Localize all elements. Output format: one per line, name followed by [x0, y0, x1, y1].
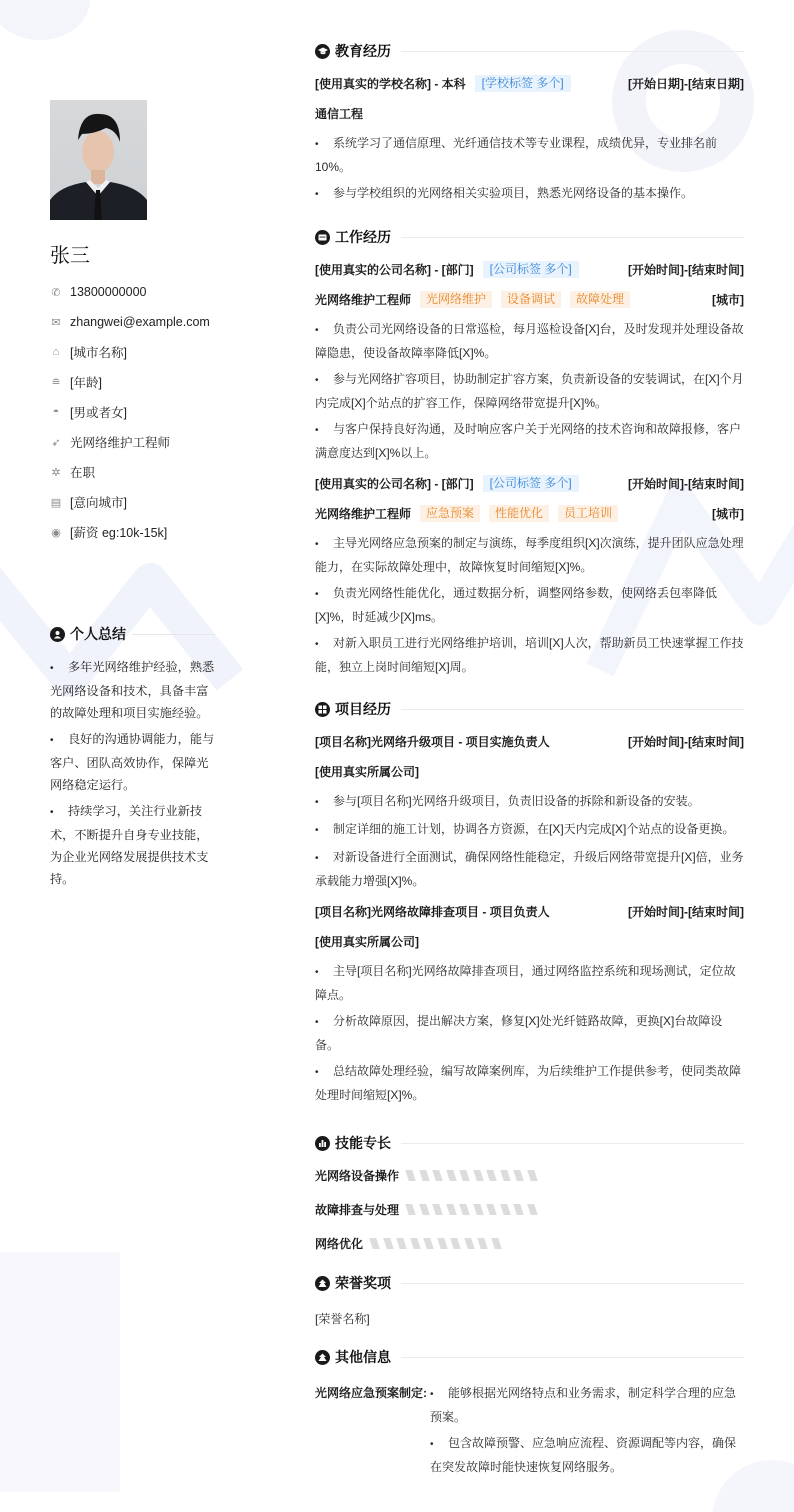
home-icon: ⌂ — [52, 346, 60, 358]
contact-age: ≘ [年龄] — [51, 376, 102, 390]
project-entry — [315, 726, 744, 892]
work-section — [315, 226, 744, 678]
bullet-item: • 主导光网络应急预案的制定与演练，每季度组织[X]次演练，提升团队应急处理能力，在实际故障处理中，故障恢复时间缩短[X]%。 — [315, 532, 744, 578]
job-bullets — [315, 532, 744, 678]
bullet-item: • 总结故障处理经验，编写故障案例库，为后续维护工作提供参考，使同类故障处理时间缩短[X]%。 — [315, 1060, 744, 1106]
skill-level-bar — [371, 1238, 506, 1249]
summary-item: • 多年光网络维护经验，熟悉光网络设备和技术，具备丰富的故障处理和项目实施经验。 — [50, 656, 215, 724]
company-tag: [公司标签 多个] — [483, 261, 579, 278]
project-bullets — [315, 790, 744, 892]
job-role-row — [315, 284, 744, 314]
skill-tag: 应急预案 — [420, 505, 480, 522]
skill-item — [315, 1192, 744, 1226]
bullet-item: • 系统学习了通信原理、光纤通信技术等专业课程，成绩优异，专业排名前10%。 — [315, 132, 744, 178]
education-bullets — [315, 132, 744, 206]
bullet-item: • 与客户保持良好沟通，及时响应客户关于光网络的技术咨询和故障报修，客户满意度达到[X]%以上。 — [315, 418, 744, 464]
decorative-rect — [0, 1252, 120, 1492]
other-bullets — [430, 1382, 744, 1482]
skill-name: 光网络设备操作 — [315, 1168, 400, 1183]
skill-name: 故障排查与处理 — [315, 1202, 400, 1217]
decorative-circle — [0, 0, 90, 40]
bullet-item: • 参与[项目名称]光网络升级项目，负责旧设备的拆除和新设备的安装。 — [315, 790, 744, 814]
candidate-name: 张三 — [50, 245, 90, 267]
job-period: [开始时间]-[结束时间] — [628, 476, 744, 491]
education-title: 教育经历 — [315, 40, 744, 62]
honors-section — [315, 1272, 744, 1336]
other-entry — [315, 1382, 744, 1482]
avatar — [50, 100, 147, 220]
summary-item: • 良好的沟通协调能力，能与客户、团队高效协作，保障光网络稳定运行。 — [50, 728, 215, 796]
job-role-row — [315, 498, 744, 528]
divider — [401, 237, 744, 238]
profile-sidebar — [50, 100, 215, 547]
contact-target-city: ▤ [意向城市] — [50, 496, 127, 510]
honors-title: 荣誉奖项 — [315, 1272, 744, 1294]
divider — [401, 1357, 744, 1358]
bullet-item: • 能够根据光网络特点和业务需求，制定科学合理的应急预案。 — [430, 1382, 744, 1428]
company-name: [使用真实的公司名称] - [部门] — [315, 476, 474, 491]
skill-tag: 性能优化 — [489, 505, 549, 522]
skill-tag: 光网络维护 — [420, 291, 492, 308]
resume-main — [315, 40, 744, 1482]
project-name: [项目名称]光网络故障排查项目 - 项目负责人 — [315, 904, 550, 919]
work-title: 工作经历 — [315, 226, 744, 248]
divider — [132, 634, 215, 635]
gender-icon: ◓ — [52, 406, 60, 418]
user-icon — [50, 627, 65, 642]
project-company: [使用真实所属公司] — [315, 934, 419, 949]
job-entry — [315, 254, 744, 464]
skill-level-bar — [407, 1170, 542, 1181]
major: 通信工程 — [315, 106, 364, 121]
project-header — [315, 726, 744, 756]
contact-list — [50, 277, 215, 547]
skills-title: 技能专长 — [315, 1132, 744, 1154]
job-city: [城市] — [712, 506, 744, 521]
cake-icon: ≘ — [51, 376, 61, 389]
job-period: [开始时间]-[结束时间] — [628, 262, 744, 277]
projects-section — [315, 698, 744, 1106]
education-section — [315, 40, 744, 206]
school-name: [使用真实的学校名称] - 本科 — [315, 76, 466, 91]
project-period: [开始时间]-[结束时间] — [628, 734, 744, 749]
job-role: 光网络维护工程师 — [315, 292, 412, 307]
contact-salary: ◉ [薪资 eg:10k-15k] — [51, 526, 168, 540]
job-header — [315, 254, 744, 284]
honor-item: [荣誉名称] — [315, 1312, 370, 1326]
company-name: [使用真实的公司名称] - [部门] — [315, 262, 474, 277]
bullet-item: • 对新入职员工进行光网络维护培训，培训[X]人次，帮助新员工快速掌握工作技能，独立上岗时间缩短[X]周。 — [315, 632, 744, 678]
skill-tag: 故障处理 — [570, 291, 630, 308]
bullet-item: • 参与学校组织的光网络相关实验项目，熟悉光网络设备的基本操作。 — [315, 182, 744, 206]
divider — [401, 709, 744, 710]
phone-icon: ✆ — [51, 286, 61, 299]
salary-icon: ◉ — [51, 526, 61, 539]
project-company: [使用真实所属公司] — [315, 764, 419, 779]
contact-gender: ◓ [男或者女] — [50, 397, 215, 427]
skill-tag: 设备调试 — [501, 291, 561, 308]
project-bullets — [315, 960, 744, 1106]
bullet-item: • 参与光网络扩容项目，协助制定扩容方案，负责新设备的安装调试，在[X]个月内完成[X]个站点的扩容工作，保障网络带宽提升[X]%。 — [315, 368, 744, 414]
bullet-item: • 对新设备进行全面测试，确保网络性能稳定，升级后网络带宽提升[X]倍，业务承载能力增强[X]%。 — [315, 846, 744, 892]
contact-status: ✲ 在职 — [51, 466, 96, 480]
job-header — [315, 468, 744, 498]
bullet-item: • 制定详细的施工计划，协调各方资源，在[X]天内完成[X]个站点的设备更换。 — [315, 818, 744, 842]
mail-icon: ✉ — [51, 316, 61, 329]
building-icon: ▤ — [50, 496, 62, 509]
bullet-item: • 包含故障预警、应急响应流程、资源调配等内容，确保在突发故障时能快速恢复网络服务。 — [430, 1432, 744, 1478]
contact-email: ✉ zhangwei@example.com — [51, 315, 210, 329]
award-icon — [315, 1276, 330, 1291]
divider — [401, 1283, 744, 1284]
projects-title: 项目经历 — [315, 698, 744, 720]
job-city: [城市] — [712, 292, 744, 307]
other-label: 光网络应急预案制定: — [315, 1386, 427, 1400]
divider — [401, 1143, 744, 1144]
summary-title: 个人总结 — [50, 624, 215, 644]
job-role: 光网络维护工程师 — [315, 506, 412, 521]
summary-section — [50, 624, 215, 894]
school-tag: [学校标签 多个] — [475, 75, 571, 92]
send-icon: ➶ — [51, 436, 61, 449]
skill-name: 网络优化 — [315, 1236, 364, 1251]
bullet-item: • 负责公司光网络设备的日常巡检，每月巡检设备[X]台，及时发现并处理设备故障隐患，使设备故障率降低[X]%。 — [315, 318, 744, 364]
bar-chart-icon — [315, 1136, 330, 1151]
education-period: [开始日期]-[结束日期] — [628, 76, 744, 91]
contact-city: ⌂ [城市名称] — [50, 337, 215, 367]
job-bullets — [315, 318, 744, 464]
other-section — [315, 1346, 744, 1482]
briefcase-icon — [315, 230, 330, 245]
info-tree-icon — [315, 1350, 330, 1365]
skill-tag: 员工培训 — [558, 505, 618, 522]
project-name: [项目名称]光网络升级项目 - 项目实施负责人 — [315, 734, 550, 749]
contact-position: ➶ 光网络维护工程师 — [51, 436, 171, 450]
bullet-item: • 主导[项目名称]光网络故障排查项目，通过网络监控系统和现场测试，定位故障点。 — [315, 960, 744, 1006]
summary-list — [50, 656, 215, 890]
bullet-item: • 分析故障原因，提出解决方案，修复[X]处光纤链路故障，更换[X]台故障设备。 — [315, 1010, 744, 1056]
graduation-cap-icon — [315, 44, 330, 59]
skill-level-bar — [407, 1204, 542, 1215]
education-header — [315, 68, 744, 98]
status-icon: ✲ — [51, 466, 61, 479]
bullet-item: • 负责光网络性能优化，通过数据分析，调整网络参数，使网络丢包率降低[X]%，时延减少[X]ms。 — [315, 582, 744, 628]
company-tag: [公司标签 多个] — [483, 475, 579, 492]
grid-icon — [315, 702, 330, 717]
summary-item: • 持续学习，关注行业新技术，不断提升自身专业技能，为企业光网络发展提供技术支持。 — [50, 800, 215, 890]
other-title: 其他信息 — [315, 1346, 744, 1368]
project-entry — [315, 896, 744, 1106]
skill-item — [315, 1226, 744, 1260]
project-period: [开始时间]-[结束时间] — [628, 904, 744, 919]
project-header — [315, 896, 744, 926]
job-entry — [315, 468, 744, 678]
skills-section — [315, 1132, 744, 1260]
contact-phone: ✆ 13800000000 — [51, 285, 147, 299]
skill-item — [315, 1158, 744, 1192]
divider — [401, 51, 744, 52]
